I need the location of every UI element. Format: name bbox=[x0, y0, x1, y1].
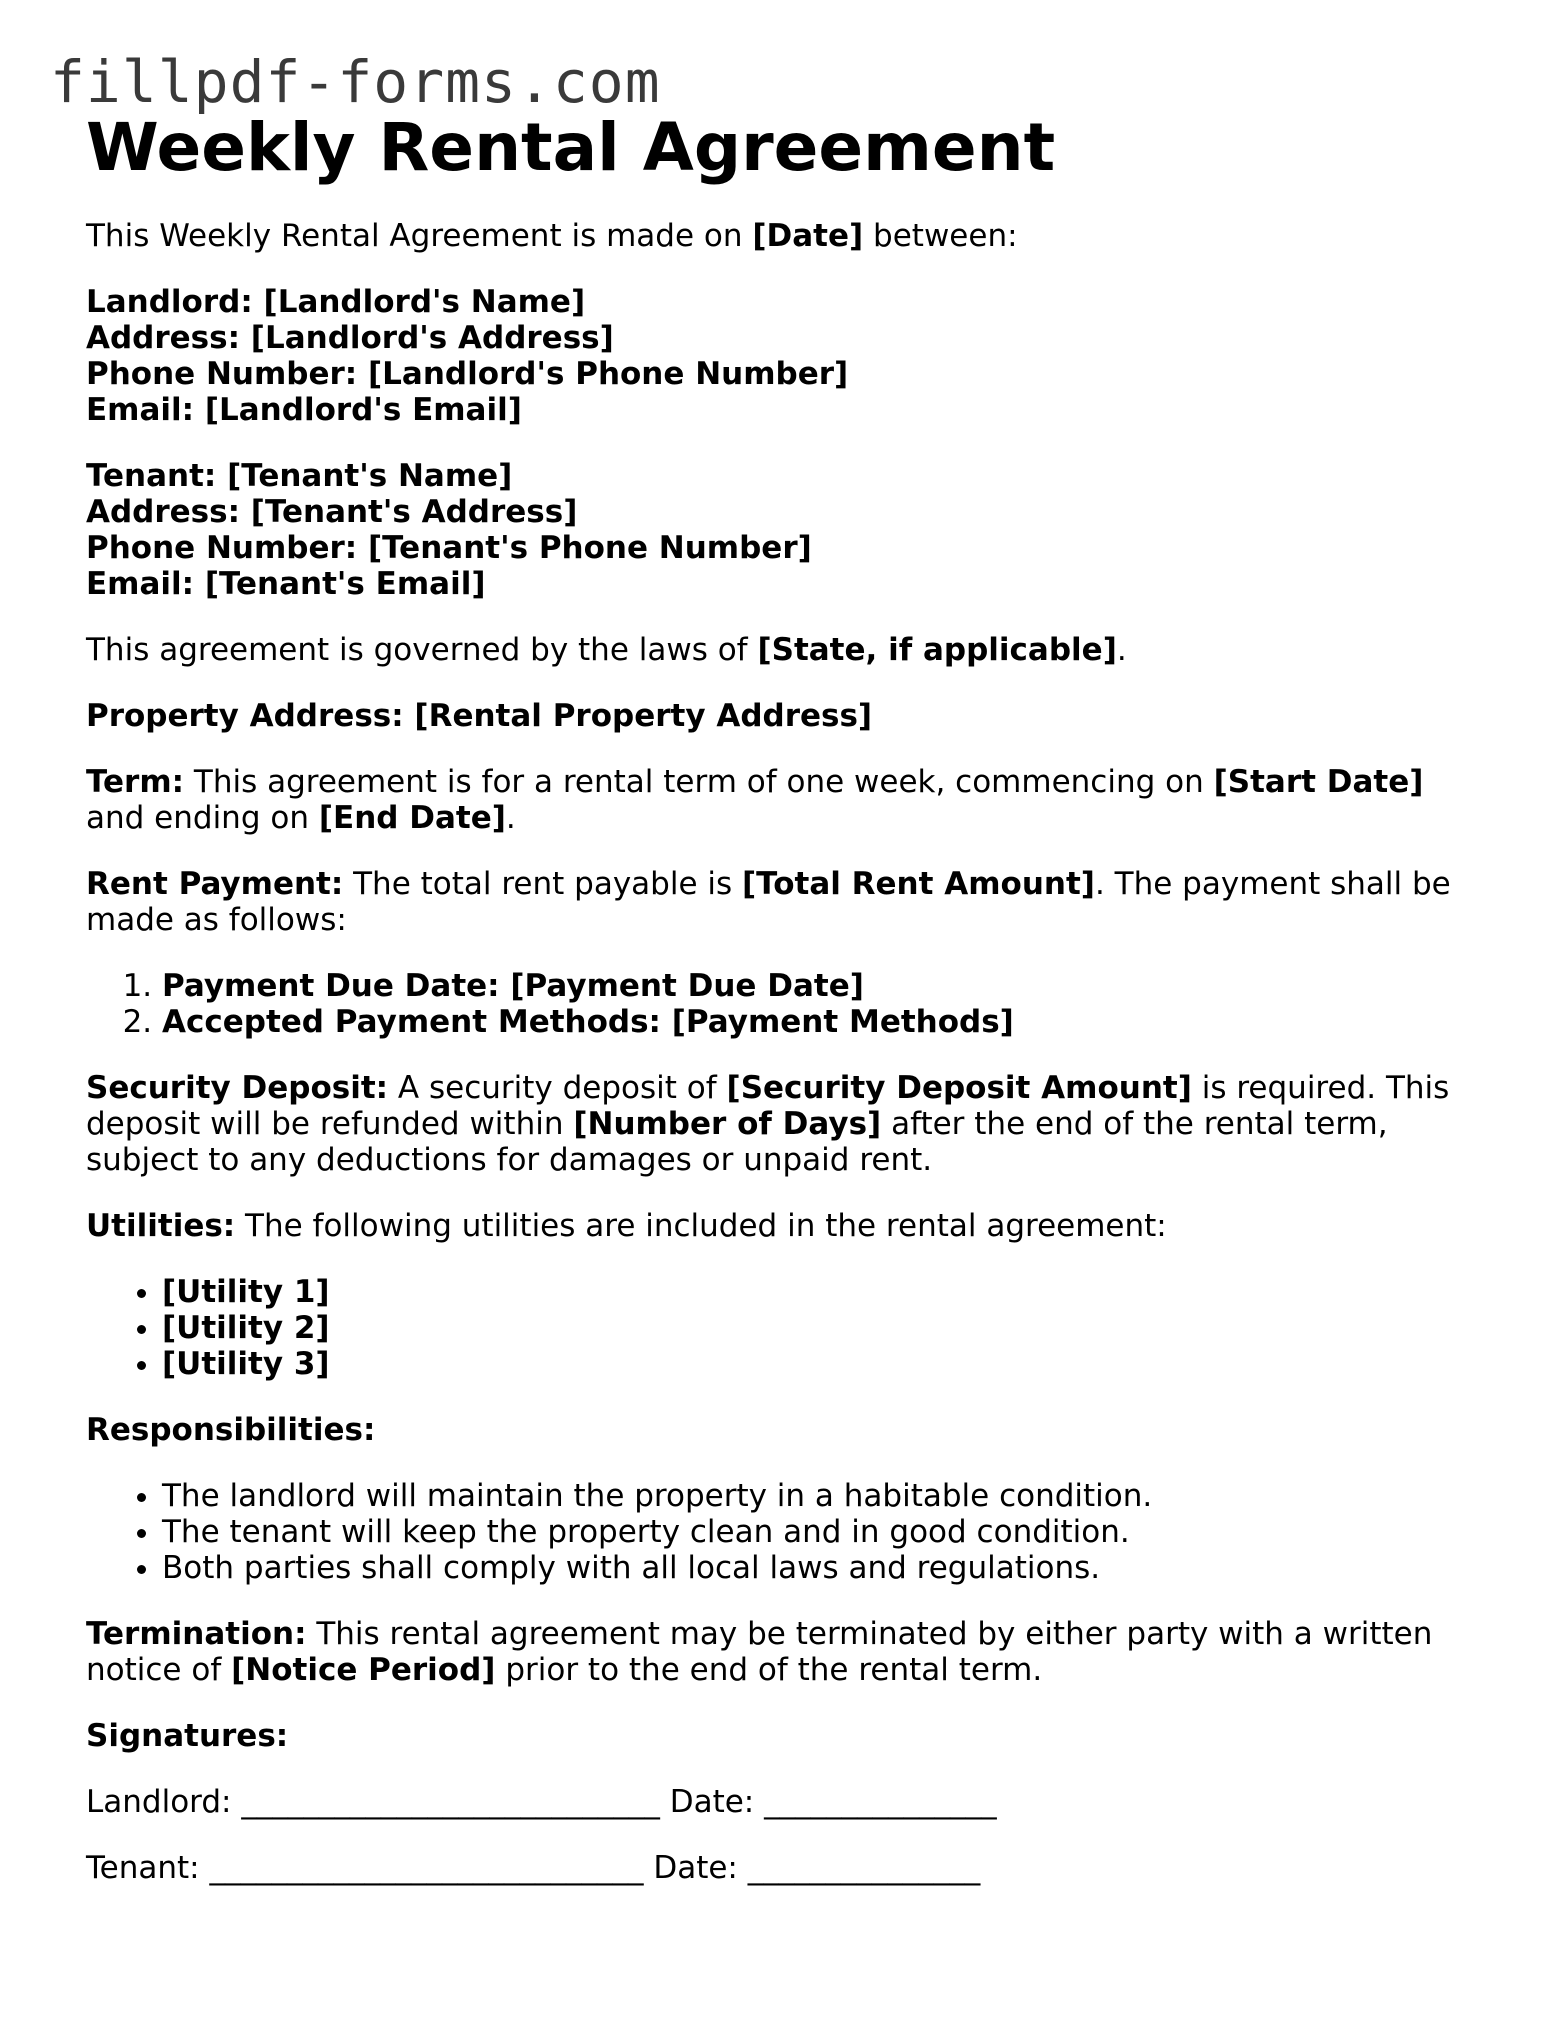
rent-text-2: . The payment shall be made as follows: bbox=[86, 866, 1451, 938]
signatures-label: Signatures: bbox=[86, 1718, 289, 1754]
payment-methods: Accepted Payment Methods: [Payment Methods] bbox=[162, 1004, 1014, 1040]
refund-days-placeholder: [Number of Days] bbox=[573, 1106, 882, 1142]
deposit-text-2: is required. This deposit will be refunded within bbox=[86, 1070, 1450, 1142]
governing-text-end: . bbox=[1116, 632, 1127, 668]
tenant-signature-line[interactable]: Tenant: ____________________________ Date: _______________ bbox=[86, 1850, 981, 1886]
document-page bbox=[86, 108, 1486, 1916]
landlord-name: Landlord: [Landlord's Name] bbox=[86, 284, 586, 320]
landlord-email: Email: [Landlord's Email] bbox=[86, 392, 522, 428]
intro-text-end: between: bbox=[863, 218, 1018, 254]
rent-label: Rent Payment: bbox=[86, 866, 344, 902]
start-date-placeholder: [Start Date] bbox=[1213, 764, 1424, 800]
notice-period-placeholder: [Notice Period] bbox=[231, 1652, 496, 1688]
responsibilities-list bbox=[86, 1478, 1486, 1586]
term-paragraph bbox=[86, 764, 1486, 836]
deposit-amount-placeholder: [Security Deposit Amount] bbox=[726, 1070, 1192, 1106]
deposit-text-3: after the end of the rental term, subject to any deductions for damages or unpaid rent. bbox=[86, 1106, 1388, 1178]
agreement-date-placeholder: [Date] bbox=[752, 218, 864, 254]
intro-text: This Weekly Rental Agreement is made on bbox=[86, 218, 753, 254]
term-text-2: and ending on bbox=[86, 800, 319, 836]
intro-paragraph bbox=[86, 218, 1486, 254]
responsibilities-heading bbox=[86, 1412, 1486, 1448]
end-date-placeholder: [End Date] bbox=[318, 800, 506, 836]
list-item bbox=[162, 1004, 1486, 1040]
deposit-label: Security Deposit: bbox=[86, 1070, 389, 1106]
property-address-text: Property Address: [Rental Property Address] bbox=[86, 698, 873, 734]
term-label: Term: bbox=[86, 764, 185, 800]
deposit-paragraph bbox=[86, 1070, 1486, 1178]
utilities-label: Utilities: bbox=[86, 1208, 236, 1244]
responsibilities-label: Responsibilities: bbox=[86, 1412, 376, 1448]
termination-label: Termination: bbox=[86, 1616, 307, 1652]
landlord-info bbox=[86, 284, 1486, 428]
list-item: • The landlord will maintain the property in a habitable condition. bbox=[162, 1478, 1486, 1514]
tenant-info bbox=[86, 458, 1486, 602]
payment-due-date: Payment Due Date: [Payment Due Date] bbox=[162, 968, 864, 1004]
governing-text: This agreement is governed by the laws of bbox=[86, 632, 758, 668]
list-item bbox=[162, 968, 1486, 1004]
landlord-signature-line[interactable]: Landlord: ___________________________ Date: _______________ bbox=[86, 1784, 997, 1820]
state-placeholder: [State, if applicable] bbox=[757, 632, 1117, 668]
governing-law-paragraph bbox=[86, 632, 1486, 668]
list-item: • [Utility 2] bbox=[162, 1310, 1486, 1346]
tenant-name: Tenant: [Tenant's Name] bbox=[86, 458, 513, 494]
termination-text-2: prior to the end of the rental term. bbox=[495, 1652, 1043, 1688]
watermark: fillpdf-forms.com bbox=[50, 48, 661, 116]
list-item: • The tenant will keep the property clean and in good condition. bbox=[162, 1514, 1486, 1550]
term-text-3: . bbox=[505, 800, 516, 836]
termination-text: This rental agreement may be terminated by either party with a written notice of bbox=[86, 1616, 1433, 1688]
list-item: • Both parties shall comply with all local laws and regulations. bbox=[162, 1550, 1486, 1586]
deposit-text: A security deposit of bbox=[388, 1070, 727, 1106]
list-item: • [Utility 1] bbox=[162, 1274, 1486, 1310]
page-title: Weekly Rental Agreement bbox=[86, 109, 1056, 186]
utilities-paragraph bbox=[86, 1208, 1486, 1244]
rent-text: The total rent payable is bbox=[343, 866, 742, 902]
list-item: • [Utility 3] bbox=[162, 1346, 1486, 1382]
term-text: This agreement is for a rental term of one week, commencing on bbox=[184, 764, 1214, 800]
signatures-heading bbox=[86, 1718, 1486, 1754]
payment-list bbox=[86, 968, 1486, 1040]
property-address bbox=[86, 698, 1486, 734]
termination-paragraph bbox=[86, 1616, 1486, 1688]
utilities-list bbox=[86, 1274, 1486, 1382]
landlord-phone: Phone Number: [Landlord's Phone Number] bbox=[86, 356, 849, 392]
landlord-address: Address: [Landlord's Address] bbox=[86, 320, 614, 356]
tenant-address: Address: [Tenant's Address] bbox=[86, 494, 578, 530]
rent-amount-placeholder: [Total Rent Amount] bbox=[742, 866, 1095, 902]
tenant-phone: Phone Number: [Tenant's Phone Number] bbox=[86, 530, 812, 566]
tenant-email: Email: [Tenant's Email] bbox=[86, 566, 486, 602]
rent-paragraph bbox=[86, 866, 1486, 938]
utilities-text: The following utilities are included in the rental agreement: bbox=[235, 1208, 1167, 1244]
